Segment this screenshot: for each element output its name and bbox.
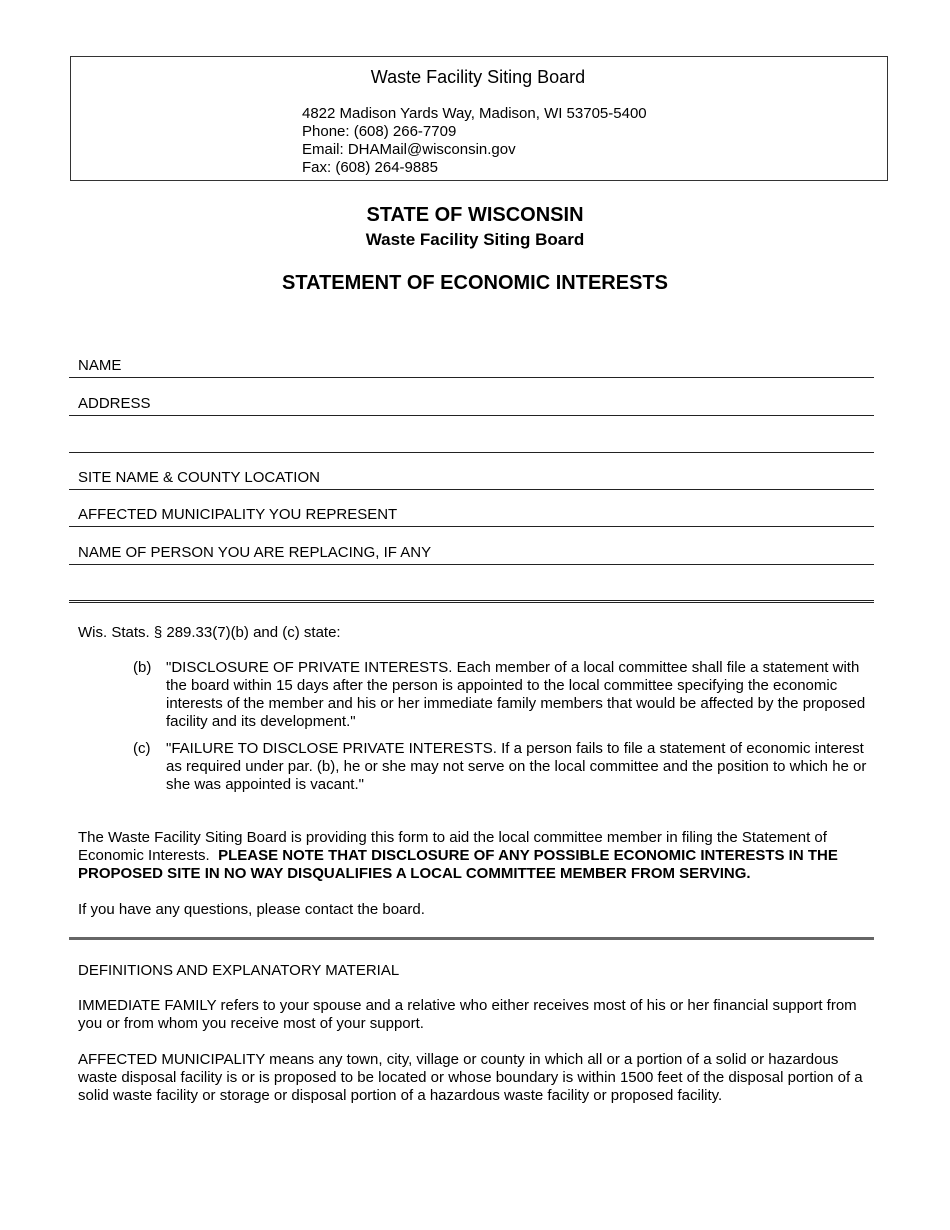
definitions-divider	[69, 937, 874, 940]
statute-item-b-label: (b)	[133, 659, 152, 676]
notice-text: The Waste Facility Siting Board is providing this form to aid the local committee member in filing the Statement of Economic Interests.	[78, 829, 827, 864]
name-field[interactable]	[69, 353, 874, 378]
statute-item-c	[133, 740, 873, 794]
notice-paragraph	[78, 829, 874, 883]
board-title: Waste Facility Siting Board	[365, 230, 585, 249]
municipality-label: AFFECTED MUNICIPALITY YOU REPRESENT	[78, 506, 398, 523]
definition-immediate-family: IMMEDIATE FAMILY refers to your spouse and a relative who either receives most of his or her financial support from you or from whom you receive most of your support.	[78, 997, 857, 1032]
letterhead-title: Waste Facility Siting Board	[370, 67, 586, 87]
letterhead-email: Email: DHAMail@wisconsin.gov	[302, 141, 516, 158]
statute-item-b	[133, 659, 873, 731]
form-title: STATEMENT OF ECONOMIC INTERESTS	[282, 272, 668, 294]
notice-bold: PLEASE NOTE THAT DISCLOSURE OF ANY POSSIBLE ECONOMIC INTERESTS IN THE PROPOSED SITE IN NO WAY DISQUALIFIES A LOCAL COMMITTEE MEMBER FROM SERVING.	[78, 847, 838, 882]
replacing-field[interactable]	[69, 540, 874, 565]
site-field[interactable]	[69, 465, 874, 490]
section-divider	[69, 600, 874, 603]
replacing-label: NAME OF PERSON YOU ARE REPLACING, IF ANY	[78, 544, 432, 561]
statute-item-c-text: "FAILURE TO DISCLOSE PRIVATE INTERESTS. If a person fails to file a statement of economic interest as required under par. (b), he or she may not serve on the local committee and the position to which he or she was appointed is vacant."	[166, 740, 867, 793]
letterhead-box	[70, 56, 888, 181]
definitions-heading: DEFINITIONS AND EXPLANATORY MATERIAL	[78, 962, 400, 979]
letterhead-phone: Phone: (608) 266-7709	[302, 123, 457, 140]
definition-affected-municipality: AFFECTED MUNICIPALITY means any town, city, village or county in which all or a portion of a solid or hazardous waste disposal facility is or is proposed to be located or whose boundary is within 1500 feet of the disposal portion of a solid waste facility or storage or disposal portion of a hazardous waste facility or proposed facility.	[78, 1051, 863, 1104]
letterhead-fax: Fax: (608) 264-9885	[302, 159, 438, 176]
statute-item-b-text: "DISCLOSURE OF PRIVATE INTERESTS. Each member of a local committee shall file a statement with the board within 15 days after the person is appointed to the local committee specifying the economic interests of the member and his or her immediate family members that would be affected by the proposed facility and its development."	[166, 659, 866, 730]
address-field[interactable]	[69, 391, 874, 416]
address-label: ADDRESS	[78, 395, 151, 412]
contact-line: If you have any questions, please contact the board.	[78, 901, 425, 918]
name-label: NAME	[78, 357, 122, 374]
letterhead-contact	[302, 105, 647, 177]
address-field-line2[interactable]	[69, 428, 874, 453]
municipality-field[interactable]	[69, 502, 874, 527]
statute-item-c-label: (c)	[133, 740, 151, 757]
site-label: SITE NAME & COUNTY LOCATION	[78, 469, 320, 486]
statute-intro: Wis. Stats. § 289.33(7)(b) and (c) state:	[78, 624, 341, 641]
replacing-field-line2[interactable]	[69, 576, 874, 601]
letterhead-address: 4822 Madison Yards Way, Madison, WI 53705-5400	[302, 105, 647, 122]
state-title: STATE OF WISCONSIN	[366, 204, 584, 226]
